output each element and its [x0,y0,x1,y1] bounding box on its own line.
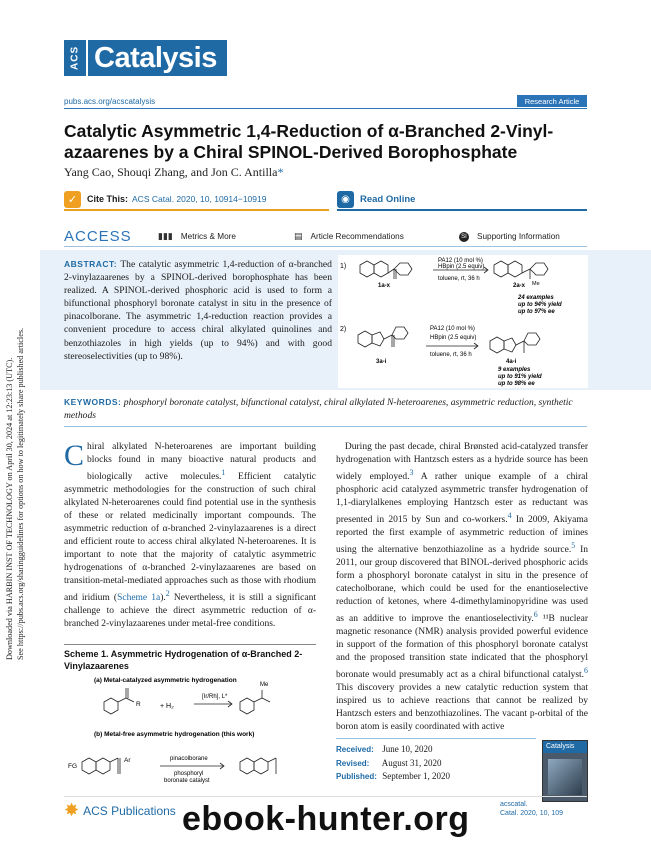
scheme-graphic-svg [64,674,316,784]
toc-r2-sm: 3a-i [376,359,387,365]
toc-r1-res1: 24 examples [518,295,554,301]
published-row [336,770,536,784]
ref-3-link[interactable]: 3 [409,467,414,477]
scheme-b-reagent: pinacolborane [170,756,208,762]
read-online-label: Read Online [360,193,416,205]
checkmark-icon: ✓ [64,191,81,208]
download-notice-line1: Downloaded via HARBIN INST OF TECHNOLOGY on April 30, 2024 at 12:23:13 (UTC). [5,357,14,660]
abstract [64,258,332,363]
toc-r1-res3: up to 97% ee [518,309,555,315]
citation-link[interactable]: ACS Catal. 2020, 10, 10914−10919 [132,194,267,204]
article-dates [336,743,536,784]
toc-graphic-svg [338,255,588,388]
revised-row [336,757,536,771]
scheme-a-label: (a) Metal-catalyzed asymmetric hydrogenation [94,677,237,684]
journal-url-link[interactable]: pubs.acs.org/acscatalysis [64,97,156,106]
recommendations-label: Article Recommendations [310,232,404,241]
journal-logo-name: Catalysis [88,40,227,76]
toc-r2-res3: up to 98% ee [498,381,535,387]
revised-date: August 31, 2020 [381,757,442,768]
keywords-divider [64,426,587,427]
recommendations-link[interactable] [294,232,404,242]
toc-r1-sm: 1a-x [378,283,391,289]
metrics-link[interactable] [158,232,236,242]
revised-label: Revised: [336,758,370,768]
toc-r2-res1: 9 examples [498,367,531,373]
scheme-title: Scheme 1. Asymmetric Hydrogenation of α-Branched 2-Vinylazaarenes [64,649,303,671]
journal-cover-thumbnail[interactable] [542,740,588,802]
article-type-badge: Research Article [517,95,587,107]
toc-r1-me: Me [532,281,540,287]
scheme-a-me: Me [260,682,269,688]
cover-art [548,759,582,795]
scheme-b-fg: FG [68,763,78,770]
toc-r2-res2: up to 91% yield [498,374,542,380]
received-label: Received: [336,745,374,754]
scheme-b-label: (b) Metal-free asymmetric hydrogenation (this work) [94,731,255,738]
toc-r1-cond: toluene, rt, 36 h [438,276,480,282]
corresponding-author-link[interactable]: * [277,165,284,179]
body-left-text-b: Efficient catalytic asymmetric methodologies for the construction of such chiral alkylated N-heteroarenes could find potential use in the synthesis of these or related medicinally important compounds. The asymmetric reduction of α-branched 2-vinylazaarenes is a direct and efficient route to access chiral alkylated N-heteroarenes. It is important to note that the majority of catalytic asymmetric hydrogenations of α-branched 2-vinylazaarenes are based on transition-metal-mediated approaches such as those with rhodium and iridium ( [64,472,316,603]
toc-r1-cat: PA12 (10 mol %) [438,258,483,264]
keywords-label: KEYWORDS: [64,397,122,407]
header-divider [64,108,587,109]
cite-label: Cite This: [87,194,129,204]
abstract-text: The catalytic asymmetric 1,4-reduction of α-branched 2-vinylazaarenes by a SPINOL-derived borophosphate has been realized. A SPINOL-derived phosphoric acid is used to form a bifunctional phosphoryl boronate catalyst in situ in the presence of pinacolborane. The asymmetric 1,4-reduction reaction provides a convenient procedure to access chiral alkylated quinolines and benzothiazoles in high yields (up to 94%) and with good stereoselectivities (up to 98%). [64,259,332,362]
journal-logo[interactable] [64,40,227,76]
body-column-right [336,441,588,734]
keywords-text: phosphoryl boronate catalyst, bifunctional catalyst, chiral alkylated N-heteroarenes, asymmetric reduction, synthetic methods [64,397,573,421]
body-left-text-c: ). [160,592,166,603]
dropcap: C [64,439,85,472]
body-left-text-d: Nevertheless, it is still a significant challenge to achieve the direct asymmetric reduction of α-branched 2-vinylazaarenes under metal-free conditions. [64,592,316,629]
journal-logo-abbr: ACS [64,40,86,76]
body-right-text-f: This discovery provides a new catalytic reduction system that inspired us to achieve reactions that cannot be realized by Hantzsch esters and benzothiazolines. The vacant p-orbital of the boron atom is easily coordinated with active [336,682,588,732]
author-list [64,165,283,180]
read-online-button[interactable] [337,189,587,211]
published-label: Published: [336,772,377,781]
toc-r1-reagent: HBpin (2.5 equiv) [438,264,485,270]
body-right-text-d: In 2011, our group discovered that BINOL-derived phosphoric acids form a phosphoryl boronate catalyst in situ in the presence of catecholborane, which could be used for the enantioselective reduction of ketones, where 4-dimethylaminopyridine was used as an additive to improve the enantioselectivity. [336,545,588,625]
cover-title: Catalysis [543,741,587,753]
author-names: Yang Cao, Shouqi Zhang, and Jon C. Antilla [64,165,278,179]
received-date: June 10, 2020 [382,744,433,754]
body-right-text-e: ¹¹B nuclear magnetic resonance (NMR) analysis provided powerful evidence in support of the formation of this phosphoryl boronate catalyst and the proposed transition state indicated that the phosphoryl boronate would presumably act as a chiral bifunctional catalyst. [336,614,588,681]
toc-r2-cond: toluene, rt, 36 h [430,352,472,358]
body-column-left [64,441,316,631]
publisher-logo[interactable] [64,800,176,821]
keywords [64,396,587,422]
toc-graphic [338,255,588,388]
toc-r2-reagent: HBpin (2.5 equiv) [430,335,477,341]
ref-6-link[interactable]: 6 [533,609,538,619]
scheme-b-cat2: boronate catalyst [164,778,210,784]
body-left-text-a: hiral alkylated N-heteroarenes are important building blocks found in many bioactive natural products and biologically active molecules. [87,442,316,483]
footer-citation[interactable] [500,800,563,818]
footer-citation-line2: Catal. 2020, 10, 109 [500,810,564,817]
dates-divider [336,738,536,739]
toc-r2-prod: 4a-i [506,359,517,365]
cite-this-bar[interactable] [64,189,329,211]
body-right-text-b: A rather unique example of a chiral phosphoric acid catalyzed asymmetric transfer hydrogenation of 1,1-diarylalkenes employing Hantzsch ester as reductant was presented in 2015 by Sun and co-workers. [336,472,588,526]
toc-r1-res2: up to 94% yield [518,302,562,308]
ref-6b-link[interactable]: 6 [584,665,588,675]
document-list-icon: ▤ [294,231,303,242]
access-bar [64,227,587,247]
published-date: September 1, 2020 [382,771,450,781]
received-row [336,743,536,757]
metrics-label: Metrics & More [180,232,236,241]
supporting-info-label: Supporting Information [477,232,560,241]
supporting-info-icon: SI [459,232,469,242]
scheme-b-ar: Ar [124,757,131,764]
ref-4-link[interactable]: 4 [507,510,512,520]
body-right-text-c: In 2009, Akiyama reported the first example of asymmetric reduction of imines using the alternative benzothiazoline as a hydride source. [336,515,588,556]
toc-r1-label: 1) [340,263,347,270]
scheme-a-plus: + H₂ [160,703,174,710]
supporting-info-link[interactable] [459,232,560,242]
toc-r1-prod: 2a-x [513,283,526,289]
ref-5-link[interactable]: 5 [571,540,576,550]
footer-citation-line1: acscatal. [500,801,528,808]
bar-chart-icon: ▮▮▮ [158,231,173,242]
scheme-graphic [64,674,316,784]
scheme-b-cat1: phosphoryl [174,771,204,777]
watermark-text: ebook-hunter.org [182,800,470,838]
scheme-a-r: R [136,701,141,708]
publisher-name: ACS Publications [83,803,176,818]
toc-r2-label: 2) [340,326,347,333]
article-title: Catalytic Asymmetric 1,4-Reduction of α-Branched 2-Vinyl-azaarenes by a Chiral SPINOL-Derived Borophosphate [64,121,554,162]
scheme-a-cat: [Ir/Rh], L* [202,694,228,700]
footer-divider [64,796,587,797]
acs-star-icon: ✸ [64,800,80,821]
scheme-1a-link[interactable]: Scheme 1a [117,592,161,603]
scheme-divider [64,644,316,645]
toc-r2-cat: PA12 (10 mol %) [430,326,475,332]
download-notice [4,200,34,660]
body-right-text-a: During the past decade, chiral Brønsted acid-catalyzed transfer hydrogenation with Hantzsch esters as a hydride source has been widely employed. [336,442,589,483]
abstract-label: ABSTRACT: [64,259,118,269]
ref-2-link[interactable]: 2 [165,588,170,598]
download-notice-line2: See https://pubs.acs.org/sharingguidelines for options on how to legitimately share published articles. [16,327,25,660]
ref-1-link[interactable]: 1 [221,467,226,477]
access-label: ACCESS [64,228,132,245]
globe-icon: ◉ [337,191,354,208]
